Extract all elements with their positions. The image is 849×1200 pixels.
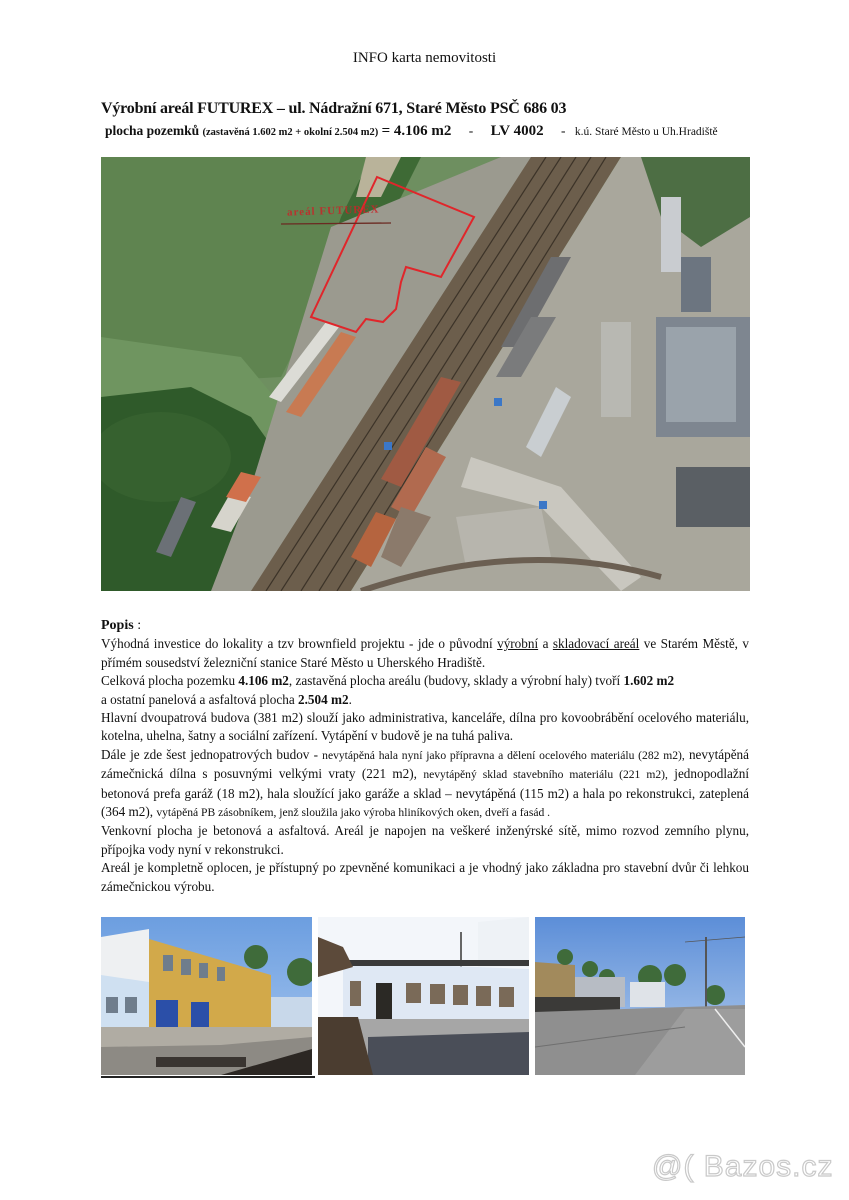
separator: - [468,123,474,138]
photo-yard-image [535,917,745,1075]
text: a ostatní panelová a asfaltová plocha [101,691,299,707]
text: nevytápěná hala nyní jako přípravna a dělení ocelového materiálu (282 m2), [322,748,685,762]
area-label: plocha pozemků [105,123,200,138]
text: ve Starém Městě, v přímém sousedství železniční stanice Staré Město u Uherského Hradiště. [101,636,750,670]
paragraph-area [101,672,749,690]
photo-hall-image [318,917,529,1075]
aerial-map-image [101,157,750,591]
paragraph-outdoor: Venkovní plocha je betonová a asfaltová. Areál je napojen na veškeré inženýrské sítě, mimo rozvod zemního plynu, přípojka vody nyní v rekonstrukci. [101,823,749,857]
document-title: INFO karta nemovitosti [352,50,497,66]
total-area: 4.106 m2 [238,673,289,689]
underlined-text: výrobní [497,636,539,652]
paragraph-other-area [101,691,749,709]
photo-main-building-image [101,917,312,1075]
photo-main-building [101,917,312,1075]
text: a [538,636,553,652]
paragraph-buildings [101,746,749,823]
area-detail: (zastavěná 1.602 m2 + okolní 2.504 m2) [202,127,379,138]
lv-number: LV 4002 [490,123,544,139]
aerial-map [101,157,750,591]
description-heading [101,617,749,635]
text: Dále je zde šest jednopatrových budov - [101,746,323,762]
photo-underline [101,1076,315,1078]
map-label-futurex: areál FUTUREX [286,203,380,219]
photo-hall [318,917,529,1075]
description-section [101,617,749,896]
text: Výhodná investice do lokality a tzv brownfield projektu - jde o původní [101,636,498,652]
text: vytápěná PB zásobníkem, jenž sloužila jako výroba hliníkových oken, dveří a fasád . [156,806,551,820]
text: , zastavěná plocha areálu (budovy, sklady a výrobní haly) tvoří [288,673,624,689]
paragraph-main-building: Hlavní dvoupatrová budova (381 m2) slouží jako administrativa, kanceláře, dílna pro kovoobrábění ocelového materiálu, kotelna, uhelna, šatny a sociální zařízení. Vytápění v budově je na tuhá paliva. [101,710,749,744]
paragraph-fencing: Areál je kompletně oplocen, je přístupný po zpevněné komunikaci a je vhodný jako základna pro stavební dvůr či lehkou zámečnickou výrobu. [101,860,749,894]
paragraph-intro [101,635,749,672]
text: . [348,691,352,707]
bazos-watermark: @( Bazos.cz [652,1150,834,1183]
text: Celková plocha pozemku [101,673,239,689]
description-heading-text: Popis [101,618,134,633]
separator: - [561,123,566,138]
photo-yard [535,917,745,1075]
cadastral-area: k.ú. Staré Město u Uh.Hradiště [574,126,718,138]
area-total: = 4.106 m2 [381,123,452,139]
text: nevytápěná zámečnická dílna s posuvnými velkými vraty (221 m2), [101,746,749,782]
property-headline: Výrobní areál FUTUREX – ul. Nádražní 671, Staré Město PSČ 686 03 [101,100,567,117]
underlined-text: skladovací areál [552,636,640,652]
text: nevytápěný sklad stavebního materiálu (221 m2), [423,768,668,782]
other-area: 2.504 m2 [298,691,349,707]
area-summary [105,123,718,140]
built-area: 1.602 m2 [623,673,675,689]
heading-colon: : [133,618,142,633]
text: jednopodlažní betonová prefa garáž (18 m2), hala sloužící jako garáže a sklad – nevytápěná (115 m2) a hala po rekonstrukci, zateplená (364 m2), [101,766,749,820]
